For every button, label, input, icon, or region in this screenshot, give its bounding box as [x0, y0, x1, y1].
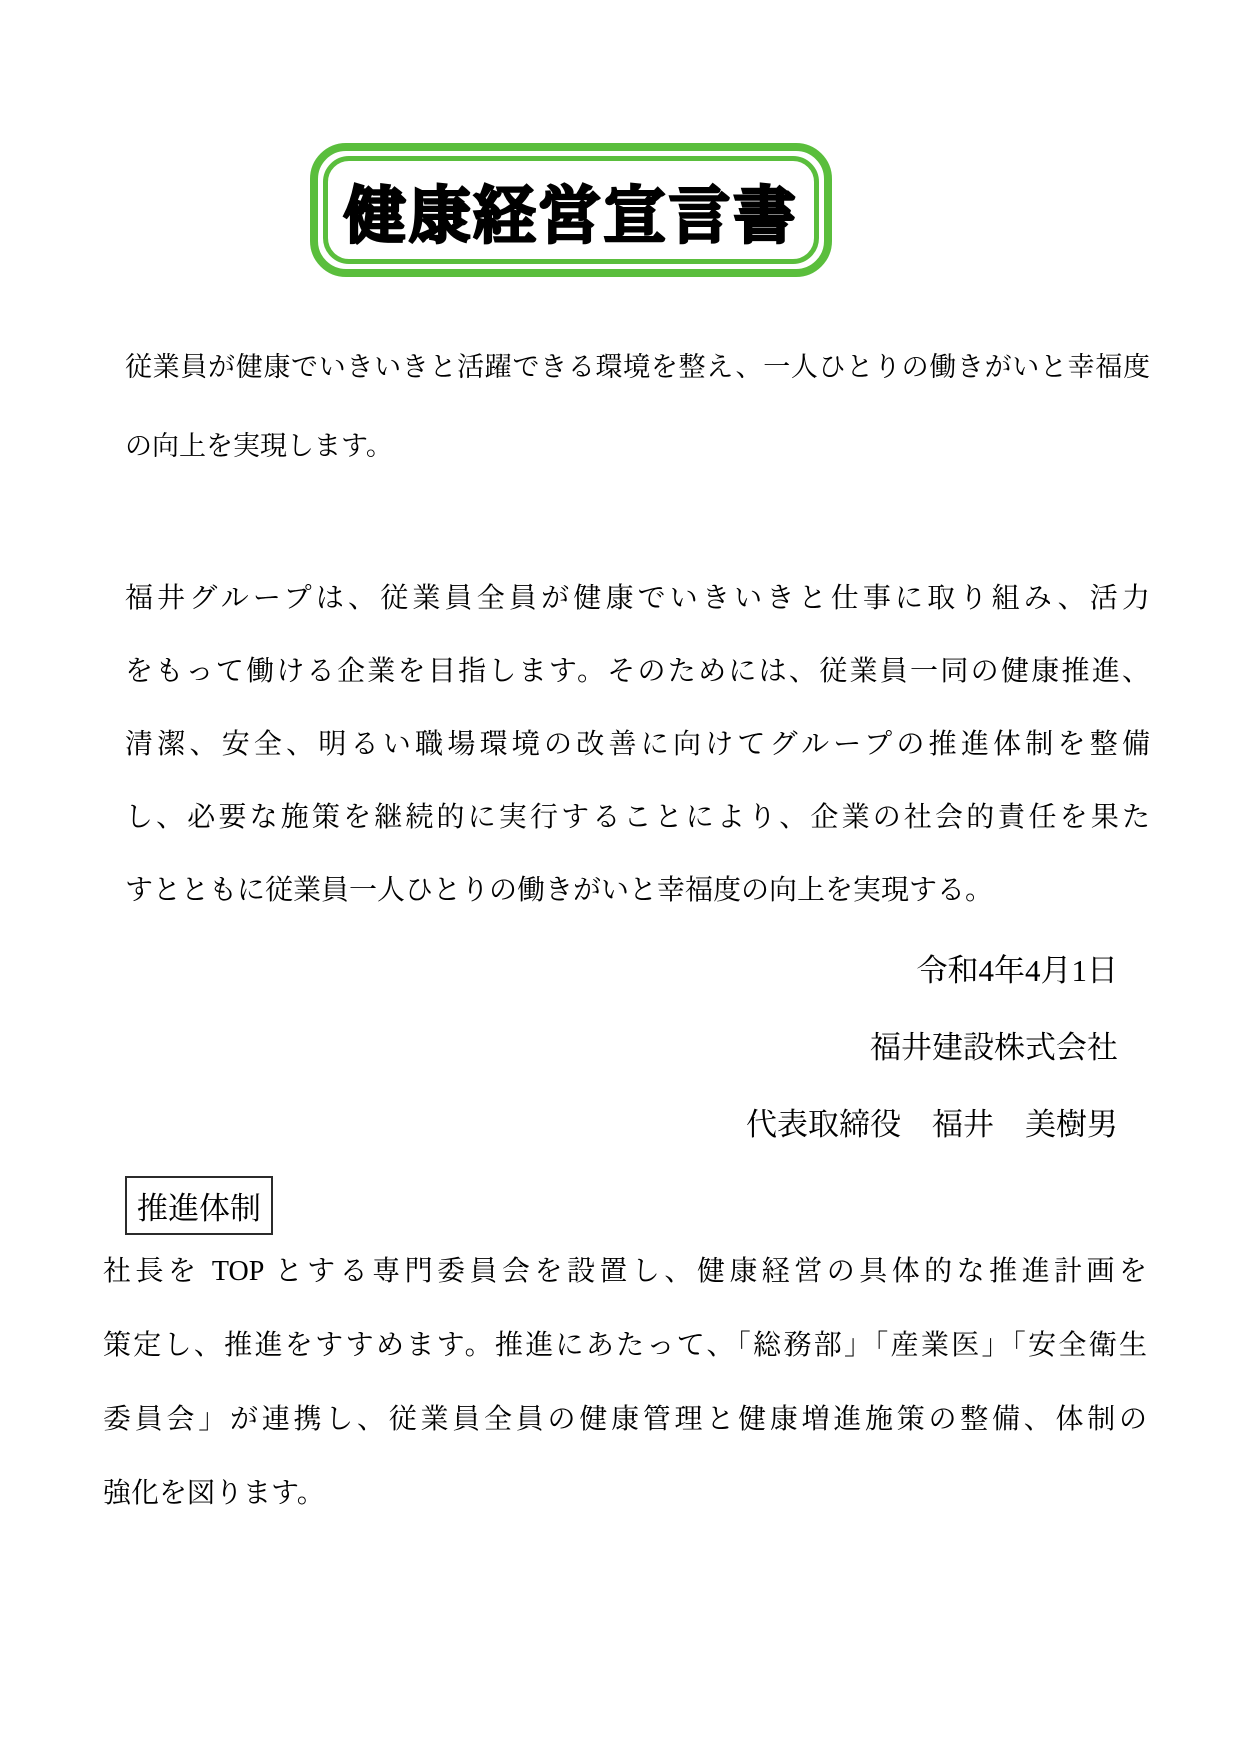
- signature-block: [746, 932, 1118, 1163]
- mission-paragraph: [125, 328, 1150, 486]
- company-name-line: 福井建設株式会社: [870, 1030, 1118, 1065]
- text-line: 従業員が健康でいきいきと活躍できる環境を整え、一人ひとりの働きがいと幸福度: [125, 352, 1150, 382]
- text-line: し、必要な施策を継続的に実行することにより、企業の社会的責任を果た: [125, 802, 1150, 833]
- text-line: 社長を TOP とする専門委員会を設置し、健康経営の具体的な推進計画を: [103, 1256, 1147, 1287]
- title-border-box-inner: [323, 156, 819, 264]
- text-line: 強化を図ります。: [103, 1478, 325, 1509]
- text-line: 策定し、推進をすすめます。推進にあたって、「総務部」「産業医」「安全衛生: [103, 1330, 1147, 1361]
- text-line: 委員会」が連携し、従業員全員の健康管理と健康増進施策の整備、体制の: [103, 1404, 1147, 1435]
- text-line: をもって働ける企業を目指します。そのためには、従業員一同の健康推進、: [125, 656, 1150, 687]
- date-line: 令和4年4月1日: [916, 953, 1118, 988]
- section-heading-box: [125, 1176, 273, 1235]
- section-heading: 推進体制: [137, 1191, 261, 1226]
- representative-name-line: 代表取締役 福井 美樹男: [746, 1107, 1118, 1142]
- text-line: 福井グループは、従業員全員が健康でいきいきと仕事に取り組み、活力: [125, 583, 1150, 614]
- text-line: 清潔、安全、明るい職場環境の改善に向けてグループの推進体制を整備: [125, 729, 1150, 760]
- title-border-box: [310, 143, 832, 277]
- declaration-paragraph: [125, 562, 1150, 927]
- document-title: 健康経営宣言書: [343, 178, 799, 252]
- promotion-paragraph: [103, 1235, 1147, 1531]
- text-line: すとともに従業員一人ひとりの働きがいと幸福度の向上を実現する。: [125, 875, 994, 906]
- text-line: の向上を実現します。: [125, 431, 393, 461]
